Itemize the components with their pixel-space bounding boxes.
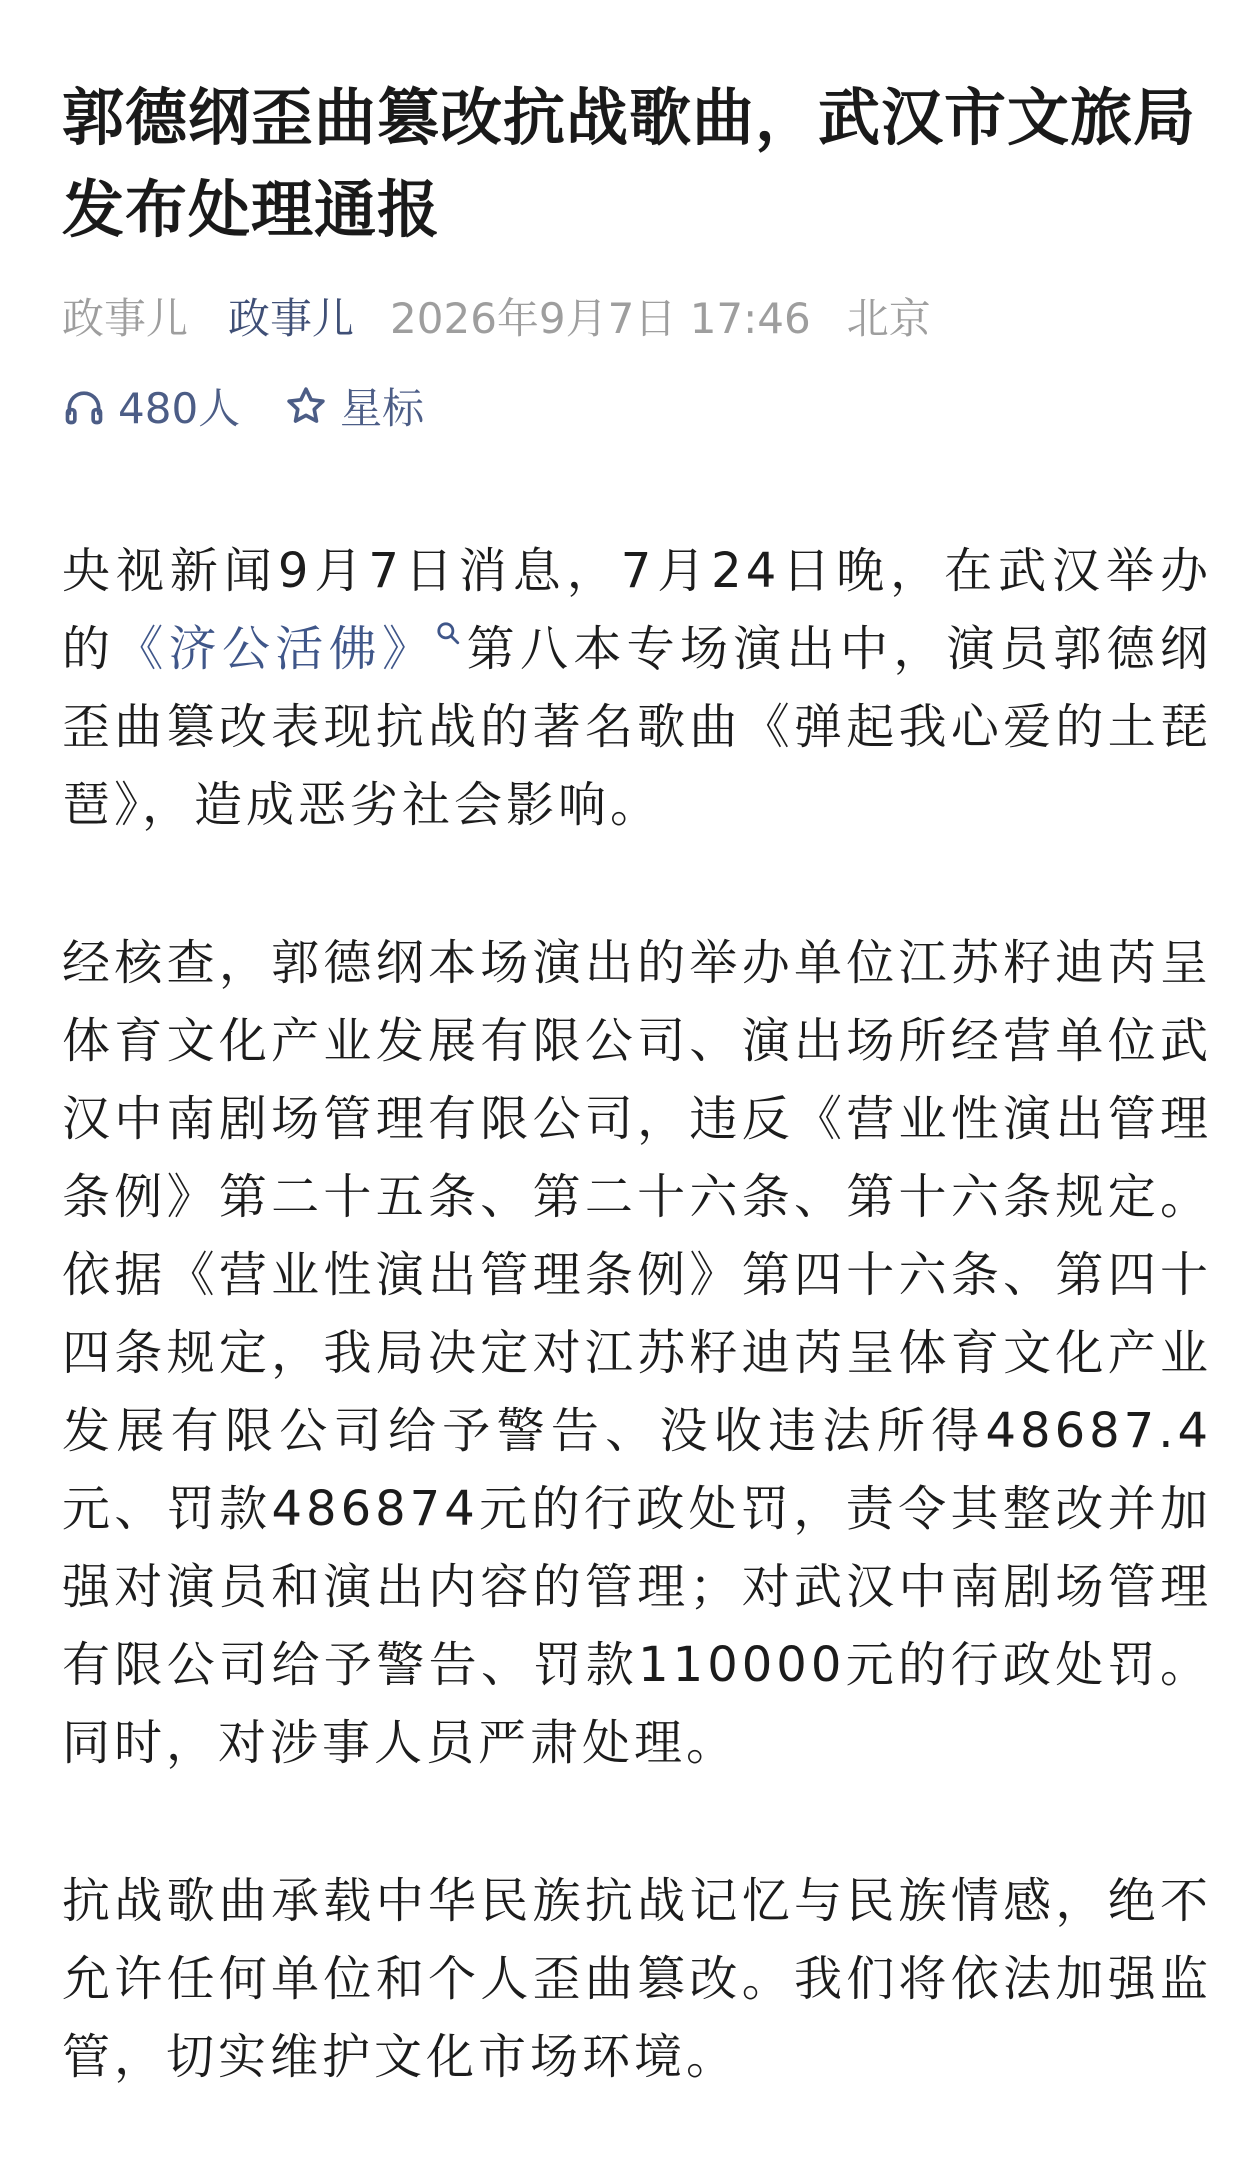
paragraph-1-text: 央视新闻9月7日消息，7月24日晚，在武汉举办的 [62,543,1212,677]
paragraph-1 [62,532,1212,844]
search-icon[interactable] [435,620,461,646]
paragraph-1-text-rest: 第八本专场演出中，演员郭德纲歪曲篡改表现抗战的著名歌曲《弹起我心爱的土琵琶》，造成恶劣社会影响。 [62,621,1212,833]
paragraph-2: 经核查，郭德纲本场演出的举办单位江苏籽迪芮呈体育文化产业发展有限公司、演出场所经营单位武汉中南剧场管理有限公司，违反《营业性演出管理条例》第二十五条、第二十六条、第十六条规定。依据《营业性演出管理条例》第四十六条、第四十四条规定，我局决定对江苏籽迪芮呈体育文化产业发展有限公司给予警告、没收违法所得48687.4元、罚款486874元的行政处罚，责令其整改并加强对演员和演出内容的管理；对武汉中南剧场管理有限公司给予警告、罚款110000元的行政处罚。同时，对涉事人员严肃处理。 [62,935,1212,1771]
article-stats [62,378,424,434]
headphones-icon [62,384,118,428]
publish-date: 2026年9月7日 17:46 [390,294,811,343]
article-meta [62,288,931,344]
account-link[interactable]: 政事儿 [228,294,355,343]
paragraph-3: 抗战歌曲承载中华民族抗战记忆与民族情感，绝不允许任何单位和个人歪曲篡改。我们将依法加强监管，切实维护文化市场环境。 [62,1873,1212,2085]
star-button[interactable] [284,376,424,436]
article-body [62,532,1212,2096]
star-label: 星标 [340,384,425,433]
listen-count: 480人 [118,384,241,433]
keyword-link[interactable]: 《济公活佛》 [115,621,436,677]
publish-location: 北京 [846,294,931,343]
star-outline-icon [284,384,340,428]
listen-button[interactable] [62,376,240,436]
article-source: 政事儿 [62,294,189,343]
bottom-fade [0,2105,1256,2165]
article-title: 郭德纲歪曲篡改抗战歌曲，武汉市文旅局发布处理通报 [62,81,1197,246]
